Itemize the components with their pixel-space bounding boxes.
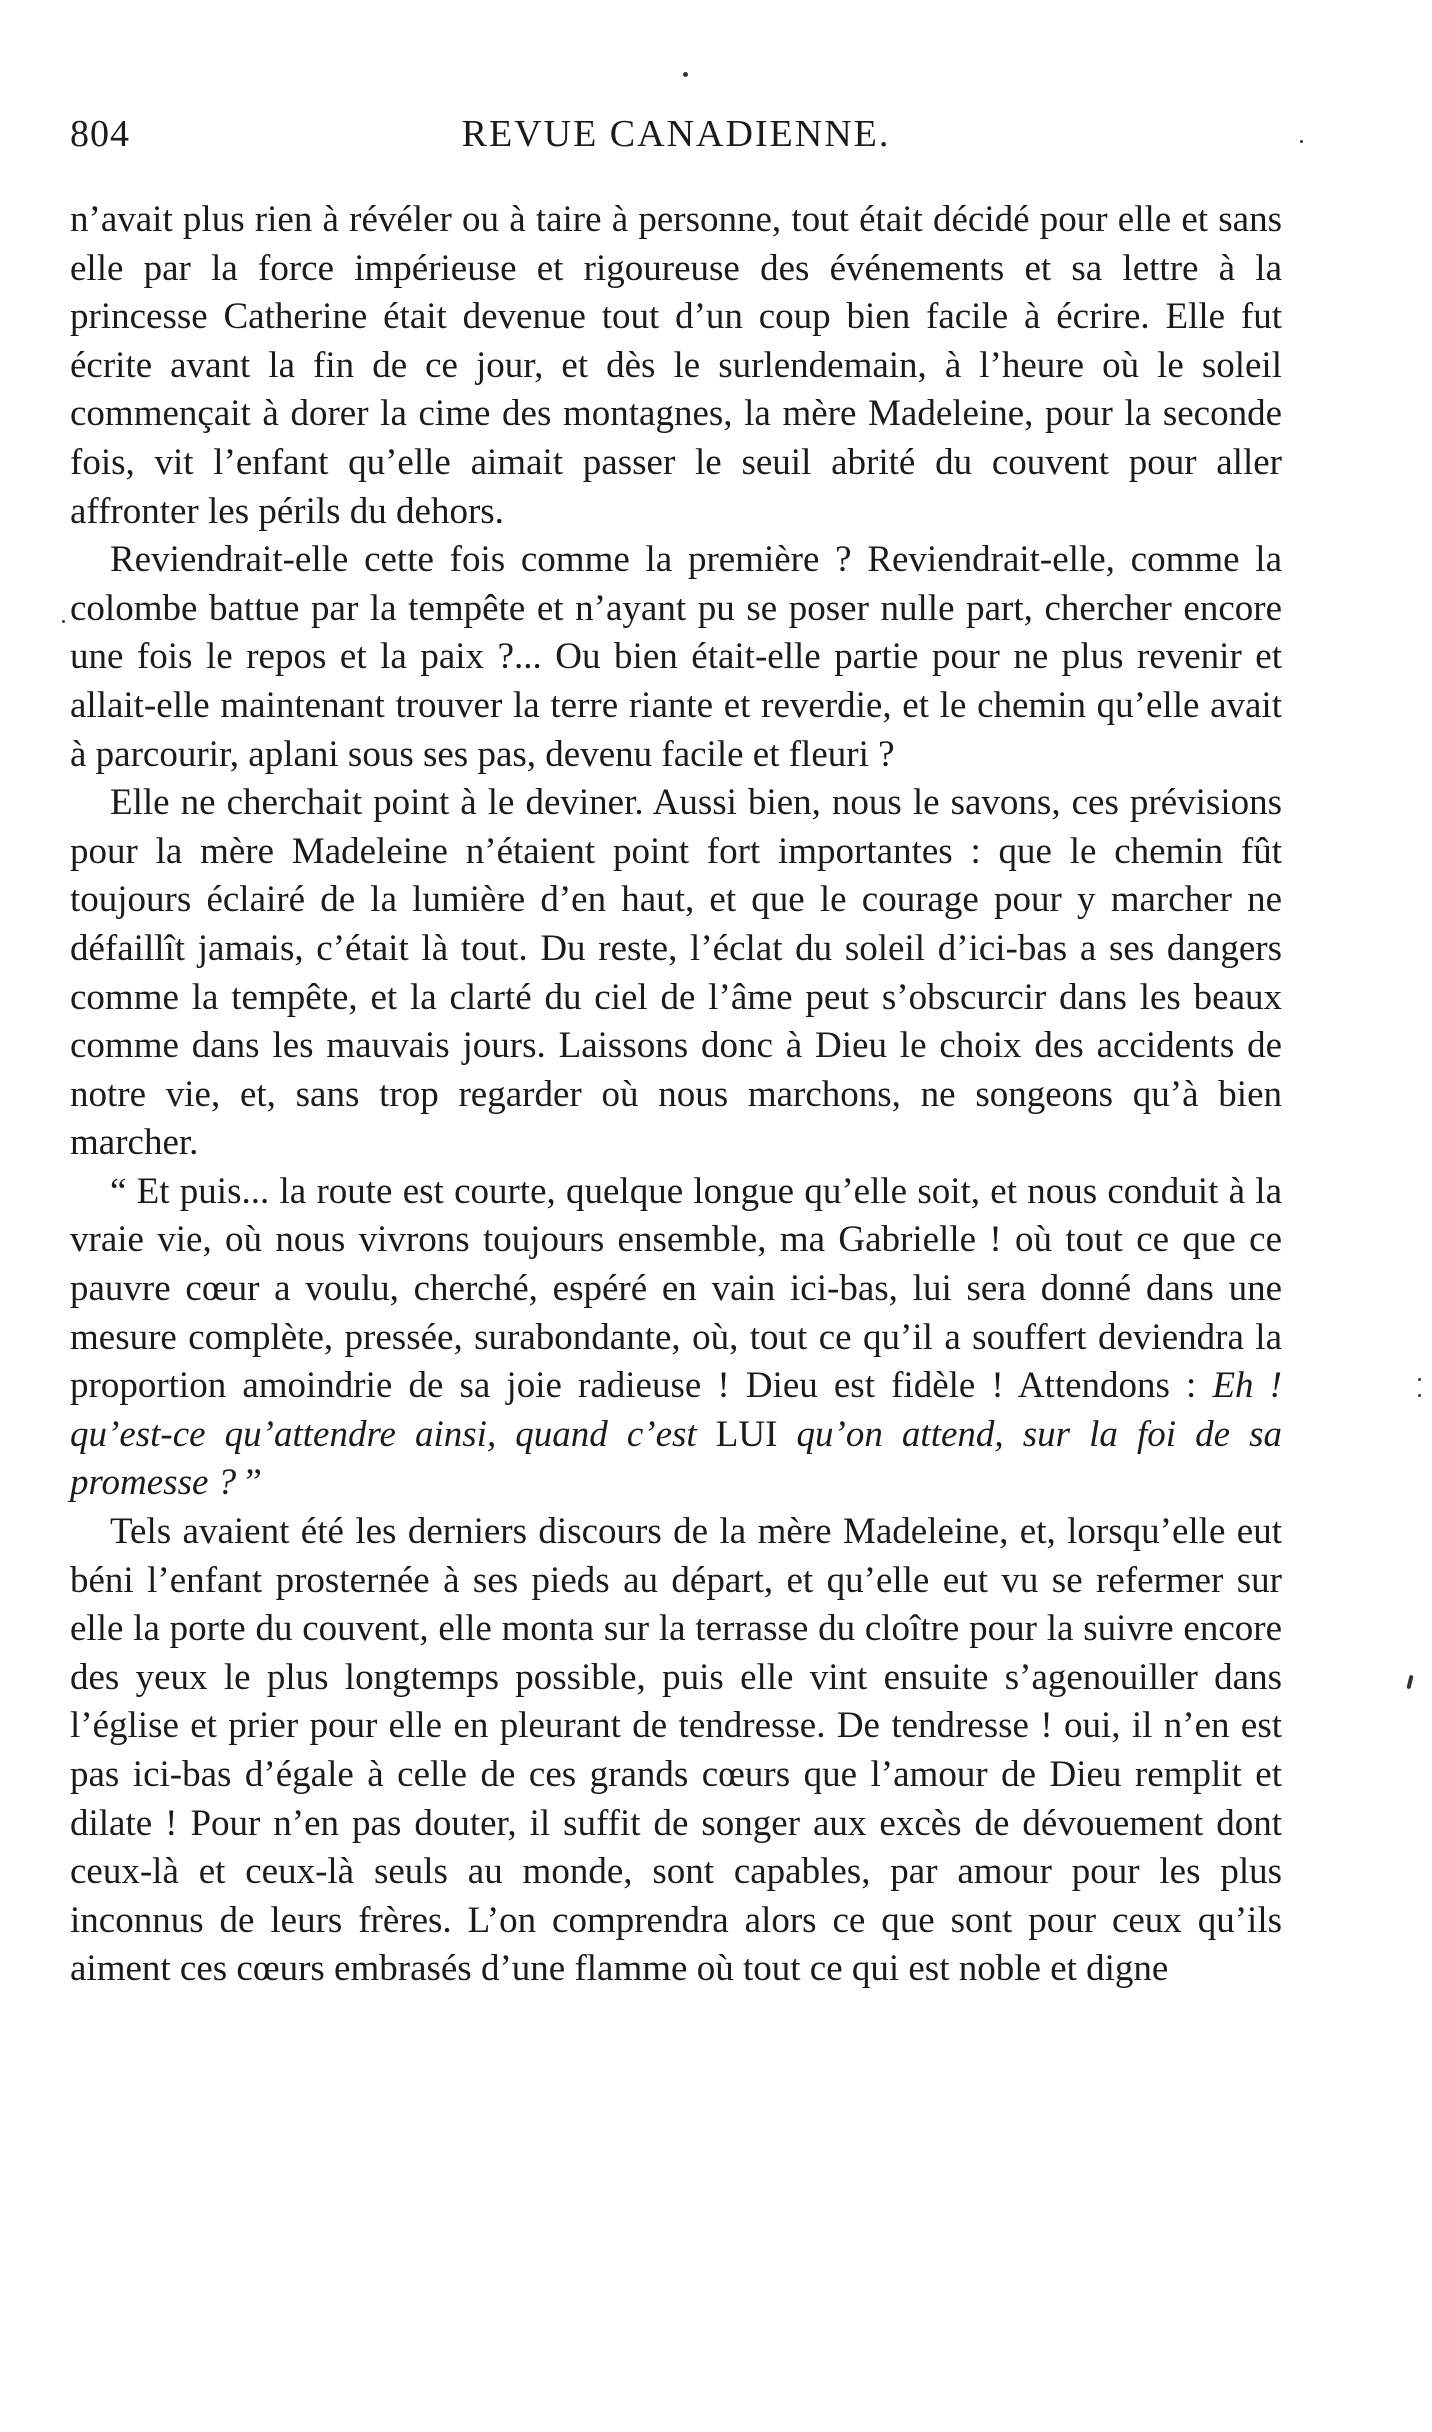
scan-speck (62, 620, 65, 623)
quotation-text: “ Et puis... la route est courte, quelque longue qu’elle soit, et nous conduit à la vraie vie, où nous vivrons toujours ensemble, ma Gabrielle ! où tout ce que ce pauvre cœur a voulu, cherché, espéré en vain ici-bas, lui sera donné dans une mesure complète, pressée, surabondante, où, tout ce qu’il a souffert deviendra la proportion amoindrie de sa joie radieuse ! Dieu est fidèle ! Attendons : (70, 1170, 1282, 1407)
paragraph-1: n’avait plus rien à révéler ou à taire à personne, tout était décidé pour elle et sans elle par la force impérieuse et rigoureuse des événements et sa lettre à la princesse Catherine était devenue tout d’un coup bien facile à écrire. Elle fut écrite avant la fin de ce jour, et dès le surlendemain, à l’heure où le soleil commençait à dorer la cime des montagnes, la mère Madeleine, pour la seconde fois, vit l’enfant qu’elle aimait passer le seuil abrité du couvent pour aller affronter les périls du dehors. (70, 199, 1282, 532)
paragraph-5: Tels avaient été les derniers discours de la mère Madeleine, et, lorsqu’elle eut béni l’enfant prosternée à ses pieds au départ, et qu’elle eut vu se refermer sur elle la porte du couvent, elle monta sur la terrasse du cloître pour la suivre encore des yeux le plus longtemps possible, puis elle vint ensuite s’agenouiller dans l’église et prier pour elle en pleurant de tendresse. De tendresse ! oui, il n’en est pas ici-bas d’égale à celle de ces grands cœurs que l’amour de Dieu remplit et dilate ! Pour n’en pas douter, il suffit de songer aux excès de dévouement dont ceux-là et ceux-là seuls au monde, sont capables, par amour pour les plus inconnus de leurs frères. L’on comprendra alors ce que sont pour ceux qu’ils aiment ces cœurs embrasés d’une flamme où tout ce qui est noble et digne (70, 1511, 1282, 1990)
scan-speck (683, 72, 688, 77)
paragraph-4-quotation (70, 1168, 1282, 1508)
quotation-close-mark: ” (245, 1462, 262, 1504)
paragraph-2: Reviendrait-elle cette fois comme la première ? Reviendrait-elle, comme la colombe battue par la tempête et n’ayant pu se poser nulle part, chercher encore une fois le repos et la paix ?... Ou bien était-elle partie pour ne plus revenir et allait-elle maintenant trouver la terre riante et reverdie, et le chemin qu’elle avait à parcourir, aplani sous ses pas, devenu facile et fleuri ? (70, 539, 1282, 775)
paragraph-3: Elle ne cherchait point à le deviner. Aussi bien, nous le savons, ces prévisions pour la mère Madeleine n’étaient point fort importantes : que le chemin fût toujours éclairé de la lumière d’en haut, et que le courage pour y marcher ne défaillît jamais, c’était là tout. Du reste, l’éclat du soleil d’ici-bas a ses dangers comme la tempête, et la clarté du ciel de l’âme peut s’obscurcir dans les beaux comme dans les mauvais jours. Laissons donc à Dieu le choix des accidents de notre vie, et, sans trop regarder où nous marchons, ne songeons qu’à bien marcher. (70, 782, 1282, 1164)
quotation-small-caps: LUI (715, 1413, 778, 1455)
body-text (70, 196, 1282, 1994)
scan-speck (1300, 140, 1303, 143)
quotation-italic-2: qu’on attend, sur la foi de sa promesse ? (70, 1413, 1282, 1504)
scan-speck (1406, 1675, 1413, 1690)
running-title: REVUE CANADIENNE. (461, 113, 891, 155)
scan-speck (1418, 1378, 1421, 1381)
page-number: 804 (70, 113, 130, 155)
scan-speck (1418, 1394, 1421, 1397)
page-header (70, 112, 1282, 172)
quotation-italic-1: Eh ! qu’est-ce qu’attendre ainsi, quand c’est (70, 1365, 1282, 1455)
